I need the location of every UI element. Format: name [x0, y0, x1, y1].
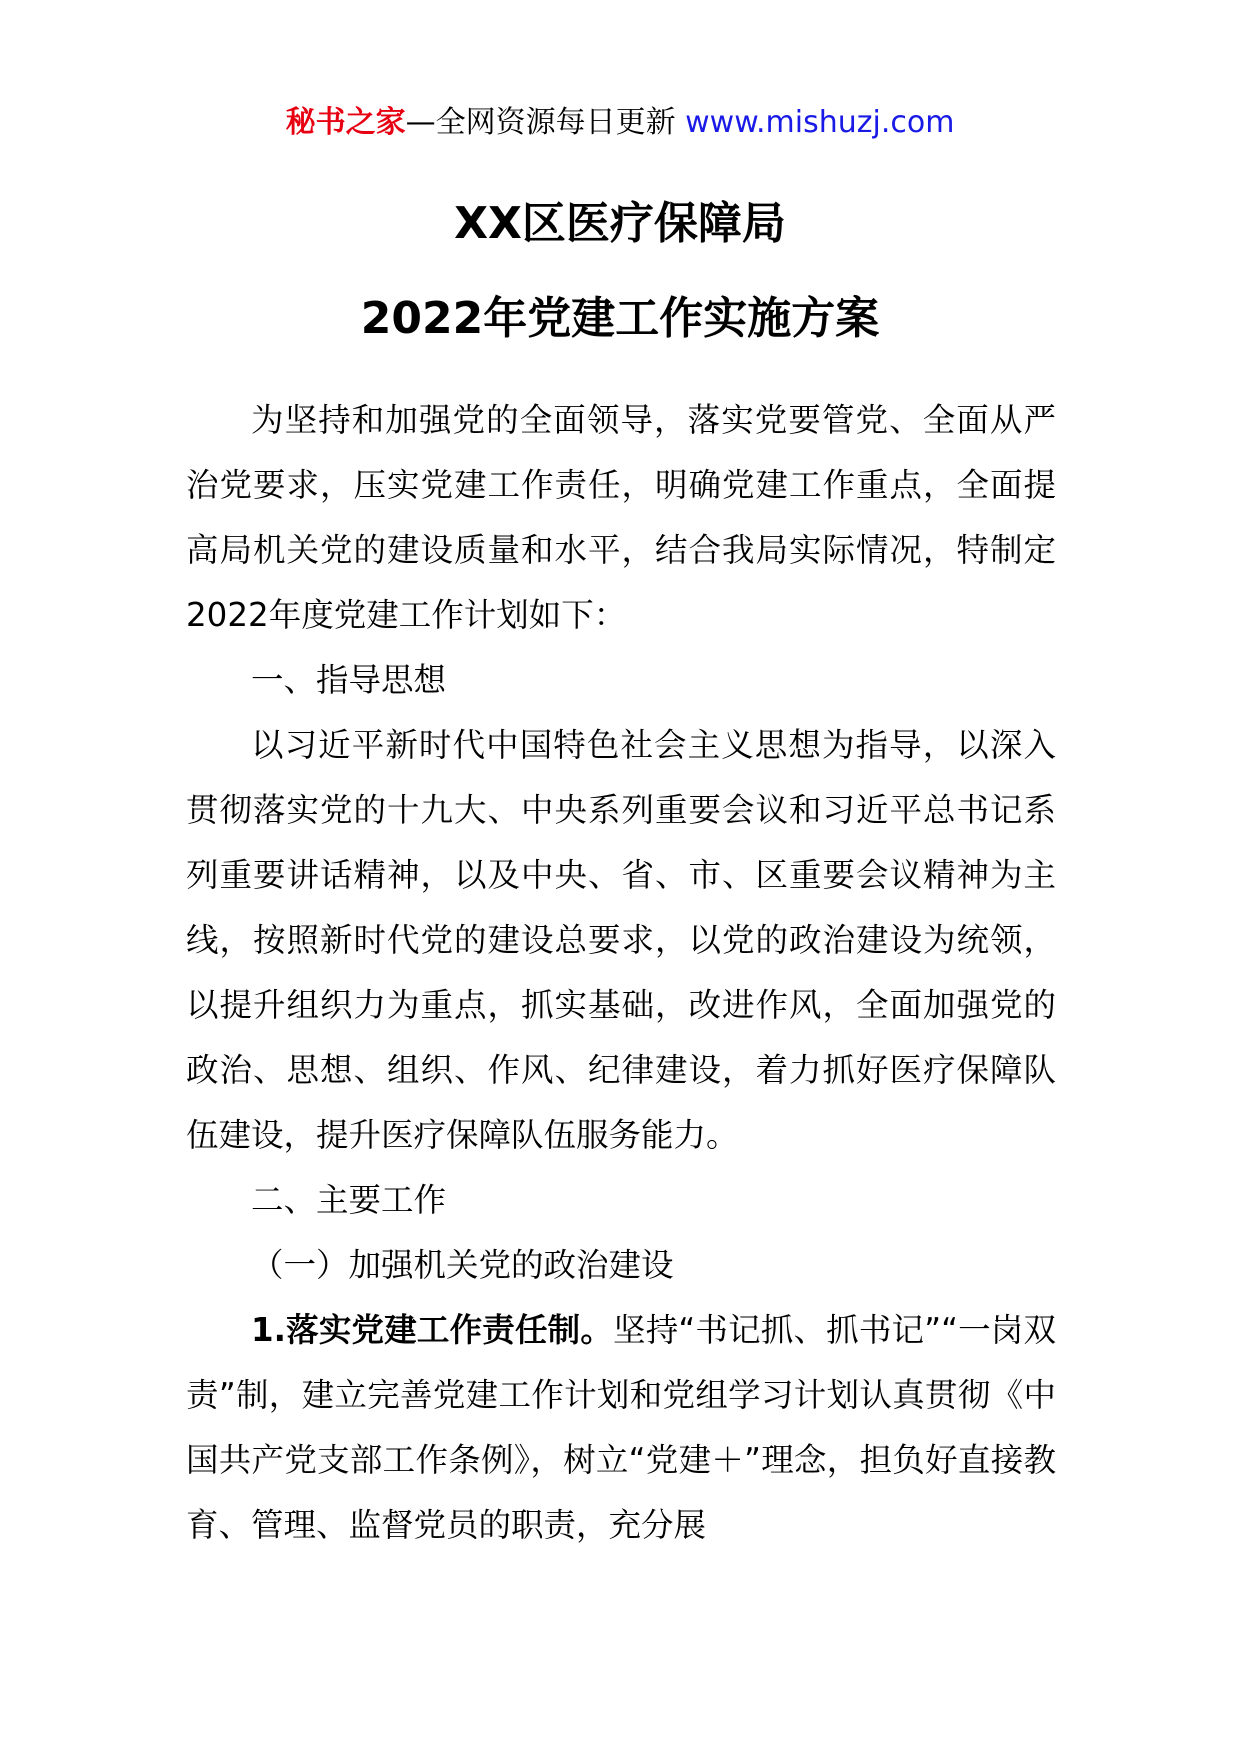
section-heading-main-work: 二、主要工作 [251, 1181, 447, 1219]
item-1-paragraph [186, 1298, 1056, 1558]
guiding-ideology-paragraph: 以习近平新时代中国特色社会主义思想为指导，以深入贯彻落实党的十九大、中央系列重要会议和习近平总书记系列重要讲话精神，以及中央、省、市、区重要会议精神为主线，按照新时代党的建设总要求，以党的政治建设为统领，以提升组织力为重点，抓实基础，改进作风，全面加强党的政治、思想、组织、作风、纪律建设，着力抓好医疗保障队伍建设，提升医疗保障队伍服务能力。 [186, 726, 1056, 1154]
site-url-link[interactable]: www.mishuzj.com [685, 105, 955, 140]
document-title-line-1: XX区医疗保障局 [454, 198, 786, 249]
header-banner [0, 103, 1240, 143]
header-tagline: —全网资源每日更新 [405, 105, 686, 140]
document-body [186, 388, 1056, 1558]
document-title-line-2: 2022年党建工作实施方案 [360, 293, 880, 344]
section-heading-guiding-ideology: 一、指导思想 [251, 661, 447, 699]
brand-name: 秘书之家 [285, 105, 406, 140]
item-1-body: 坚持“书记抓、抓书记”“一岗双责”制，建立完善党建工作计划和党组学习计划认真贯彻《中国共产党支部工作条例》，树立“党建＋”理念，担负好直接教育、管理、监督党员的职责，充分展 [186, 1311, 1056, 1544]
item-1-lead: 1.落实党建工作责任制。 [251, 1311, 614, 1349]
subsection-heading-political-building: （一）加强机关党的政治建设 [251, 1246, 674, 1284]
intro-paragraph: 为坚持和加强党的全面领导，落实党要管党、全面从严治党要求，压实党建工作责任，明确党建工作重点，全面提高局机关党的建设质量和水平，结合我局实际情况，特制定2022年度党建工作计划如下： [186, 401, 1056, 634]
